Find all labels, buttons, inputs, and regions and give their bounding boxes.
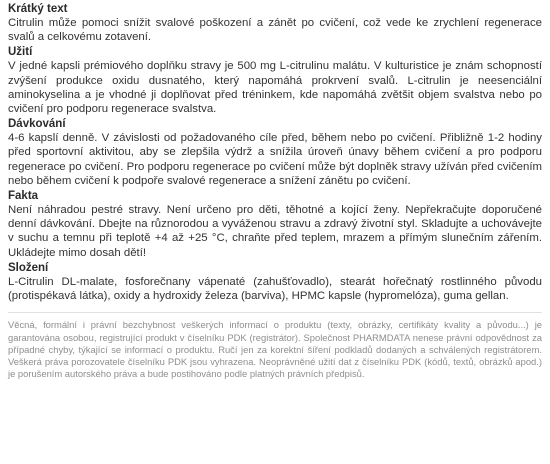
section-title: Složení (8, 261, 49, 274)
section-text: L-Citrulin DL-malate, fosforečnany vápenaté (zahušťovadlo), stearát hořečnatý rostlinného původu (protispékavá látka), oxidy a hydroxidy železa (barviva), HPMC kapsle (hypromelóza), guma gellan. (8, 275, 542, 303)
section-title: Užití (8, 46, 33, 59)
section-text: Není náhradou pestré stravy. Není určeno pro děti, těhotné a kojící ženy. Nepřekračujte doporučené denní dávkování. Dbejte na různorodou a vyváženou stravu a zdravý životní styl. Skladujte a uchovávejte v suchu a temnu při teplotě +4 až +25 °C, chraňte před teplem, mrazem a přímým slunečním zářením. Ukládejte mimo dosah dětí! (8, 204, 542, 259)
divider (8, 312, 542, 313)
section-usage (8, 46, 542, 116)
legal-disclaimer: Věcná, formální i právní bezchybnost veškerých informací o produktu (texty, obrázky, certifikáty kvality a původu...) je garantována osobou, registrující produkt v číselníku PDK (registrátor). Společnost PHARMDATA nenese právní odpovědnost za případné chyby, týkající se informací o produktu. Ručí jen za korektní šíření podkladů dodaných a schválených registrátorem. Veškerá práva porozovatele číselníku PDK jsou vyhrazena. Neoprávněné užití dat z číselníku PDK (kódů, textů, obrázků apod.) je porušením autorského práva a bude postihováno podle platných právních předpisů. (8, 319, 542, 380)
section-facts (8, 190, 542, 260)
section-text: 4-6 kapslí denně. V závislosti od požadovaného cíle před, během nebo po cvičení. Přibližně 1-2 hodiny před sportovní aktivitou, aby se zlepšila výdrž a snížila úroveň únavy během cvičení a pro podporu regenerace po cvičení. Pro podporu regenerace po cvičení může být doplněk stravy užíván před cvičením nebo během cvičení k podpoře svalové regenerace a snížení zánětu po cvičení. (8, 132, 542, 187)
section-title: Dávkování (8, 118, 66, 131)
section-title: Fakta (8, 190, 39, 203)
section-text: V jedné kapsli prémiového doplňku stravy je 500 mg L-citrulinu malátu. V kulturistice je znám schopností zvýšení produkce oxidu dusnatého, který napomáhá prokrvení svalů. L-citrulin je neesenciální aminokyselina a je vhodné ji doplňovat před tréninkem, kde napomáhá zvětšit objem svalstva nebo po cvičení pro podporu regenerace svalstva. (8, 60, 542, 116)
section-dosage (8, 118, 542, 188)
section-short-text (8, 3, 542, 44)
section-title: Krátký text (8, 3, 68, 15)
section-composition (8, 262, 542, 303)
section-text: Citrulin může pomoci snížit svalové poškození a zánět po cvičení, což vede ke zrychlení regenerace svalů a celkovému zotavení. (8, 17, 542, 44)
